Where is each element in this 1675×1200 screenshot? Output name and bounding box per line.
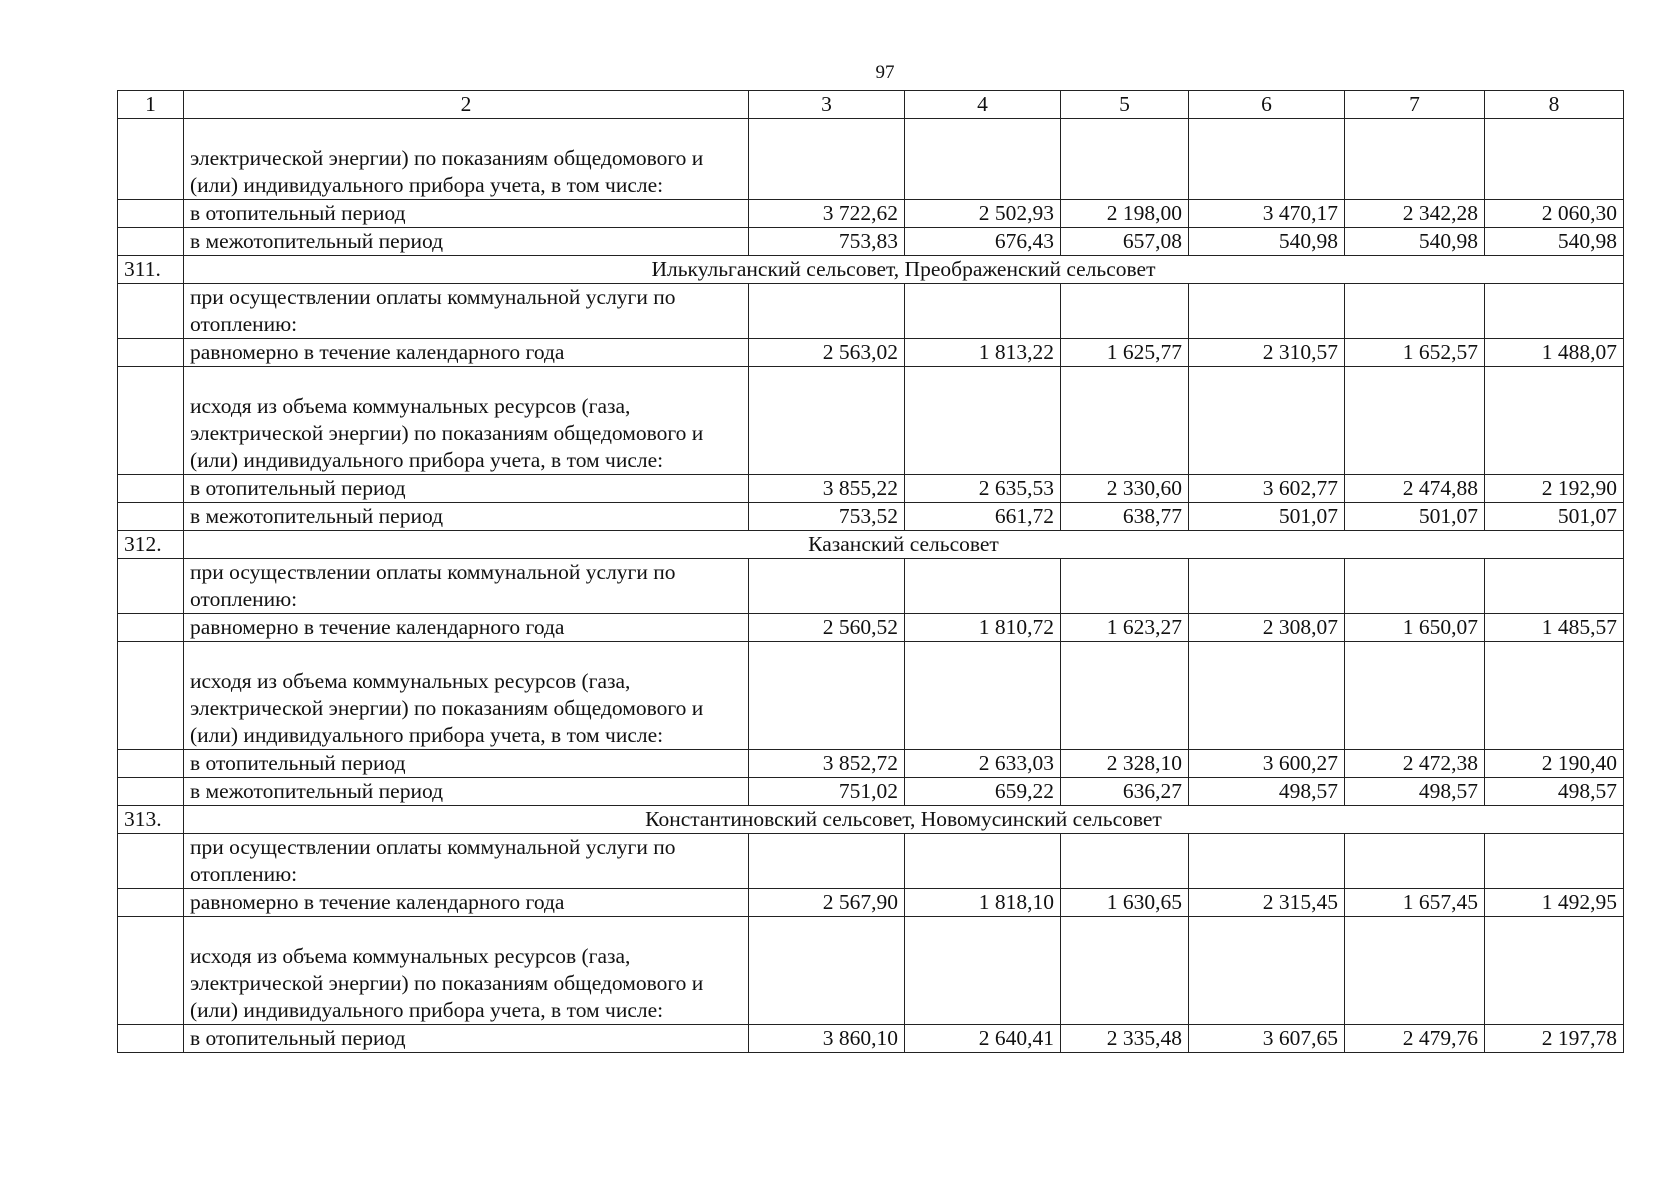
value-cell: 540,98: [1189, 228, 1345, 256]
value-cell: 659,22: [905, 778, 1061, 806]
value-cell: [1189, 119, 1345, 200]
value-cell: [1345, 917, 1485, 1025]
value-cell: [1485, 917, 1624, 1025]
row-label: в отопительный период: [184, 750, 749, 778]
value-cell: 1 485,57: [1485, 614, 1624, 642]
value-cell: 1 652,57: [1345, 339, 1485, 367]
value-cell: [1485, 642, 1624, 750]
value-cell: 2 640,41: [905, 1025, 1061, 1053]
value-cell: 676,43: [905, 228, 1061, 256]
value-cell: [1189, 367, 1345, 475]
value-cell: 540,98: [1485, 228, 1624, 256]
value-cell: 2 474,88: [1345, 475, 1485, 503]
value-cell: [905, 284, 1061, 339]
value-cell: [1345, 119, 1485, 200]
value-cell: [1189, 834, 1345, 889]
value-cell: [1345, 642, 1485, 750]
value-cell: 1 650,07: [1345, 614, 1485, 642]
value-cell: 501,07: [1189, 503, 1345, 531]
value-cell: [1189, 284, 1345, 339]
number-cell: [118, 367, 184, 475]
value-row: [118, 200, 1624, 228]
value-cell: 2 315,45: [1189, 889, 1345, 917]
row-label: в межотопительный период: [184, 228, 749, 256]
number-cell: [118, 642, 184, 750]
value-cell: 636,27: [1061, 778, 1189, 806]
value-cell: 1 813,22: [905, 339, 1061, 367]
uniform-payment-row: [118, 339, 1624, 367]
value-cell: 2 635,53: [905, 475, 1061, 503]
uniform-payment-row: [118, 889, 1624, 917]
value-cell: [749, 834, 905, 889]
value-cell: 753,83: [749, 228, 905, 256]
value-cell: 2 198,00: [1061, 200, 1189, 228]
number-cell: [118, 339, 184, 367]
value-cell: [749, 642, 905, 750]
value-cell: 638,77: [1061, 503, 1189, 531]
value-cell: [1485, 367, 1624, 475]
value-cell: 1 625,77: [1061, 339, 1189, 367]
value-cell: [905, 559, 1061, 614]
row-description: исходя из объема коммунальных ресурсов (газа, электрической энергии) по показаниям общедомового и (или) индивидуального прибора учета, в том числе:: [184, 917, 749, 1025]
value-cell: [905, 367, 1061, 475]
value-cell: [1189, 559, 1345, 614]
number-cell: [118, 614, 184, 642]
number-cell: [118, 778, 184, 806]
value-cell: 2 328,10: [1061, 750, 1189, 778]
row-description: при осуществлении оплаты коммунальной услуги по отоплению:: [184, 559, 749, 614]
value-cell: 657,08: [1061, 228, 1189, 256]
value-cell: 3 852,72: [749, 750, 905, 778]
heating-period-row: [118, 475, 1624, 503]
number-cell: [118, 834, 184, 889]
value-cell: [905, 834, 1061, 889]
value-cell: [1485, 284, 1624, 339]
value-cell: 1 657,45: [1345, 889, 1485, 917]
meter-description-row: [118, 119, 1624, 200]
value-cell: 2 472,38: [1345, 750, 1485, 778]
column-number: 6: [1189, 91, 1345, 119]
tariff-table: [117, 90, 1624, 1053]
number-cell: [118, 1025, 184, 1053]
section-title: Казанский сельсовет: [184, 531, 1624, 559]
row-label: равномерно в течение календарного года: [184, 339, 749, 367]
section-title: Илькульганский сельсовет, Преображенский сельсовет: [184, 256, 1624, 284]
value-cell: 3 602,77: [1189, 475, 1345, 503]
value-cell: [1485, 119, 1624, 200]
value-cell: 540,98: [1345, 228, 1485, 256]
row-description: при осуществлении оплаты коммунальной услуги по отоплению:: [184, 284, 749, 339]
value-cell: [1061, 559, 1189, 614]
value-cell: 2 567,90: [749, 889, 905, 917]
value-cell: 2 308,07: [1189, 614, 1345, 642]
value-cell: 2 502,93: [905, 200, 1061, 228]
value-cell: [905, 917, 1061, 1025]
number-cell: [118, 503, 184, 531]
column-number: 8: [1485, 91, 1624, 119]
meter-description-row: [118, 642, 1624, 750]
payment-intro-row: [118, 559, 1624, 614]
value-cell: 498,57: [1485, 778, 1624, 806]
value-row: [118, 228, 1624, 256]
row-label: в отопительный период: [184, 200, 749, 228]
value-cell: [749, 367, 905, 475]
column-number: 5: [1061, 91, 1189, 119]
number-cell: [118, 559, 184, 614]
value-cell: [749, 119, 905, 200]
value-cell: 3 855,22: [749, 475, 905, 503]
value-cell: [1189, 642, 1345, 750]
section-number: 313.: [118, 806, 184, 834]
uniform-payment-row: [118, 614, 1624, 642]
value-cell: 501,07: [1485, 503, 1624, 531]
meter-description-row: [118, 917, 1624, 1025]
section-header-row: [118, 531, 1624, 559]
value-cell: 2 342,28: [1345, 200, 1485, 228]
section-title: Константиновский сельсовет, Новомусинский сельсовет: [184, 806, 1624, 834]
value-cell: 501,07: [1345, 503, 1485, 531]
value-cell: [749, 284, 905, 339]
value-cell: [1061, 917, 1189, 1025]
heating-period-row: [118, 1025, 1624, 1053]
row-label: в межотопительный период: [184, 778, 749, 806]
value-cell: [749, 559, 905, 614]
payment-intro-row: [118, 834, 1624, 889]
value-cell: 1 630,65: [1061, 889, 1189, 917]
value-cell: 2 190,40: [1485, 750, 1624, 778]
number-cell: [118, 200, 184, 228]
value-cell: 498,57: [1345, 778, 1485, 806]
section-number: 312.: [118, 531, 184, 559]
value-cell: 753,52: [749, 503, 905, 531]
value-cell: 2 479,76: [1345, 1025, 1485, 1053]
column-number: 2: [184, 91, 749, 119]
value-cell: 3 600,27: [1189, 750, 1345, 778]
nonheating-period-row: [118, 778, 1624, 806]
value-cell: 3 860,10: [749, 1025, 905, 1053]
value-cell: 2 060,30: [1485, 200, 1624, 228]
value-cell: 2 310,57: [1189, 339, 1345, 367]
value-cell: [1345, 834, 1485, 889]
value-cell: [1061, 119, 1189, 200]
value-cell: 3 470,17: [1189, 200, 1345, 228]
row-label: равномерно в течение календарного года: [184, 614, 749, 642]
value-cell: [1345, 367, 1485, 475]
value-cell: [1345, 559, 1485, 614]
column-number: 7: [1345, 91, 1485, 119]
number-cell: [118, 917, 184, 1025]
value-cell: [905, 642, 1061, 750]
value-cell: 2 197,78: [1485, 1025, 1624, 1053]
nonheating-period-row: [118, 503, 1624, 531]
row-description: исходя из объема коммунальных ресурсов (газа, электрической энергии) по показаниям общедомового и (или) индивидуального прибора учета, в том числе:: [184, 367, 749, 475]
section-number: 311.: [118, 256, 184, 284]
row-description: исходя из объема коммунальных ресурсов (газа, электрической энергии) по показаниям общедомового и (или) индивидуального прибора учета, в том числе:: [184, 642, 749, 750]
meter-description-row: [118, 367, 1624, 475]
row-label: в отопительный период: [184, 1025, 749, 1053]
value-cell: 2 192,90: [1485, 475, 1624, 503]
section-header-row: [118, 256, 1624, 284]
value-cell: [1189, 917, 1345, 1025]
value-cell: 1 810,72: [905, 614, 1061, 642]
value-cell: 1 623,27: [1061, 614, 1189, 642]
number-cell: [118, 284, 184, 339]
payment-intro-row: [118, 284, 1624, 339]
row-description: при осуществлении оплаты коммунальной услуги по отоплению:: [184, 834, 749, 889]
section-header-row: [118, 806, 1624, 834]
row-label: равномерно в течение календарного года: [184, 889, 749, 917]
page-number: 97: [875, 62, 895, 83]
column-number: 3: [749, 91, 905, 119]
number-cell: [118, 889, 184, 917]
value-cell: [1485, 559, 1624, 614]
value-cell: 2 633,03: [905, 750, 1061, 778]
value-cell: [749, 917, 905, 1025]
value-cell: 2 335,48: [1061, 1025, 1189, 1053]
value-cell: 1 488,07: [1485, 339, 1624, 367]
value-cell: [1061, 367, 1189, 475]
value-cell: 2 560,52: [749, 614, 905, 642]
column-number: 1: [118, 91, 184, 119]
value-cell: [1061, 834, 1189, 889]
row-description: электрической энергии) по показаниям общедомового и (или) индивидуального прибора учета, в том числе:: [184, 119, 749, 200]
heating-period-row: [118, 750, 1624, 778]
value-cell: [905, 119, 1061, 200]
column-number-header-row: [118, 91, 1624, 119]
value-cell: [1345, 284, 1485, 339]
row-label: в отопительный период: [184, 475, 749, 503]
value-cell: 751,02: [749, 778, 905, 806]
column-number: 4: [905, 91, 1061, 119]
value-cell: 3 607,65: [1189, 1025, 1345, 1053]
number-cell: [118, 228, 184, 256]
value-cell: [1485, 834, 1624, 889]
value-cell: 498,57: [1189, 778, 1345, 806]
value-cell: 1 492,95: [1485, 889, 1624, 917]
number-cell: [118, 119, 184, 200]
value-cell: 2 563,02: [749, 339, 905, 367]
value-cell: [1061, 642, 1189, 750]
value-cell: [1061, 284, 1189, 339]
value-cell: 661,72: [905, 503, 1061, 531]
number-cell: [118, 750, 184, 778]
value-cell: 3 722,62: [749, 200, 905, 228]
row-label: в межотопительный период: [184, 503, 749, 531]
number-cell: [118, 475, 184, 503]
value-cell: 2 330,60: [1061, 475, 1189, 503]
value-cell: 1 818,10: [905, 889, 1061, 917]
